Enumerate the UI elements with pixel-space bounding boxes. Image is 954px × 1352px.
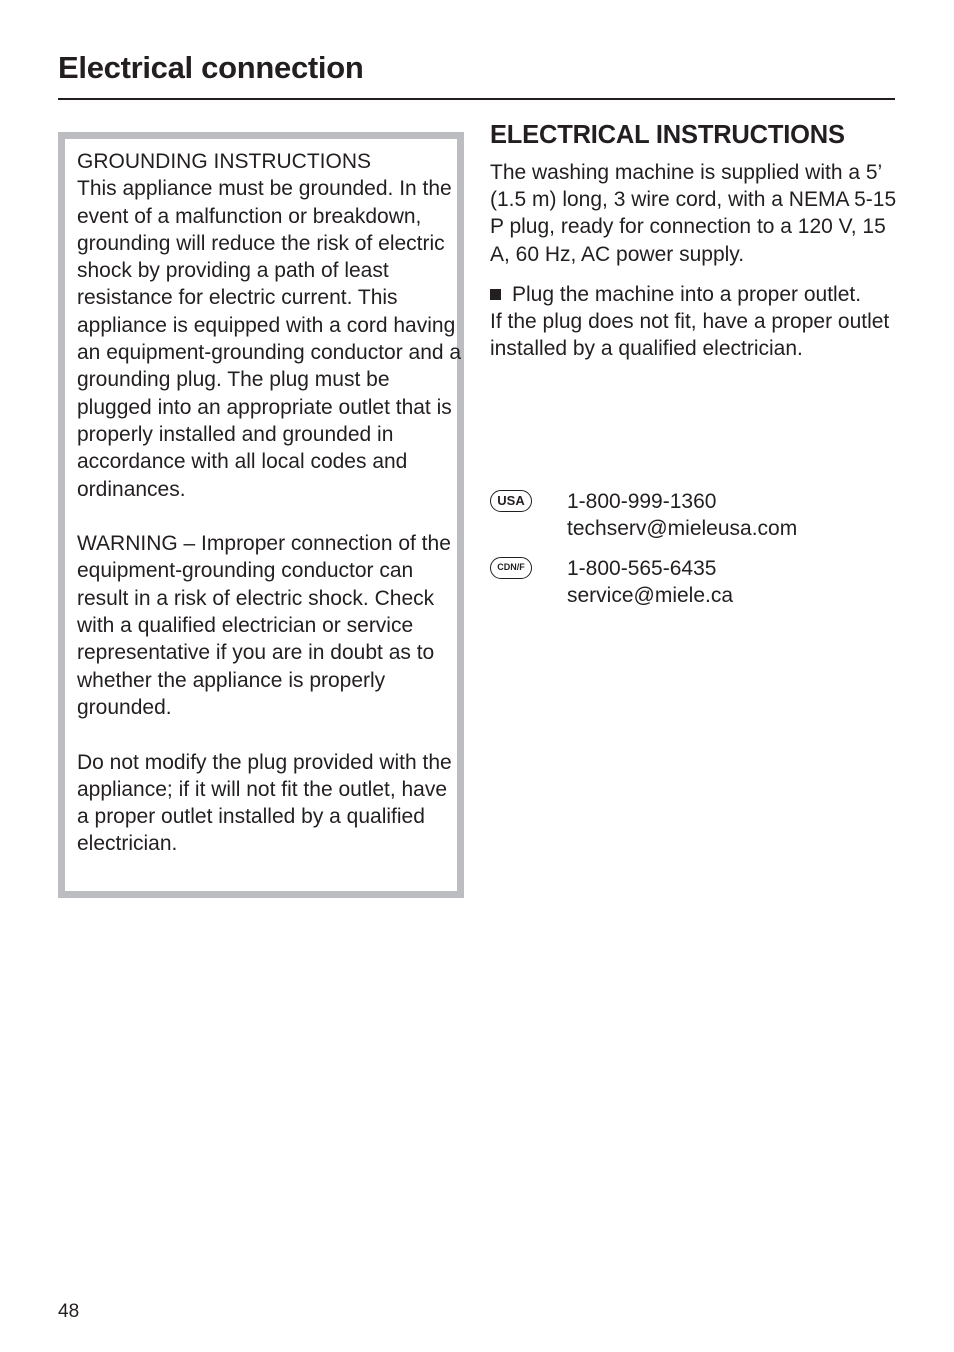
grounding-instructions-paragraph: GROUNDING INSTRUCTIONS This appliance must be grounded. In the event of a malfunction or breakdown, grounding will reduce the risk of electric shock by providing a path of least resistance for electric current. This appliance is equipped with a cord having an equipment-grounding conductor and a grounding plug. The plug must be plugged into an appropriate outlet that is properly installed and grounded in accordance with all local codes and ordinances.: [77, 150, 462, 501]
canada-country-icon: CDN/F: [490, 557, 532, 579]
warning-paragraph: WARNING – Improper connection of the equipment-grounding conductor can result in a risk of electric shock. Check with a qualified electrician or service representative if you are in doubt as to whether the appliance is properly grounded.: [77, 532, 451, 719]
bullet-text: Plug the machine into a proper outlet.: [512, 282, 862, 306]
electrical-instructions-section: [490, 117, 900, 362]
supply-description: The washing machine is supplied with a 5’ (1.5 m) long, 3 wire cord, with a NEMA 5-15 P plug, ready for connection to a 120 V, 15 A, 60 Hz, AC power supply.: [490, 161, 897, 266]
section-heading: ELECTRICAL INSTRUCTIONS: [490, 121, 845, 149]
title-divider: [58, 98, 895, 100]
page-number: 48: [58, 1301, 80, 1322]
plug-modification-paragraph: Do not modify the plug provided with the appliance; if it will not fit the outlet, have a proper outlet installed by a qualified electrician.: [77, 750, 452, 856]
instruction-bullet: [490, 281, 900, 308]
usa-phone: 1-800-999-1360: [567, 490, 717, 513]
usa-email: techserv@mieleusa.com: [567, 517, 798, 541]
grounding-warning-text: [77, 148, 462, 858]
usa-country-icon: USA: [490, 490, 532, 512]
page-title: Electrical connection: [58, 50, 364, 85]
bullet-square-icon: [490, 289, 501, 300]
canada-phone: 1-800-565-6435: [567, 557, 717, 580]
outlet-note: If the plug does not fit, have a proper outlet installed by a qualified electrician.: [490, 310, 890, 361]
canada-email: service@miele.ca: [567, 584, 734, 608]
